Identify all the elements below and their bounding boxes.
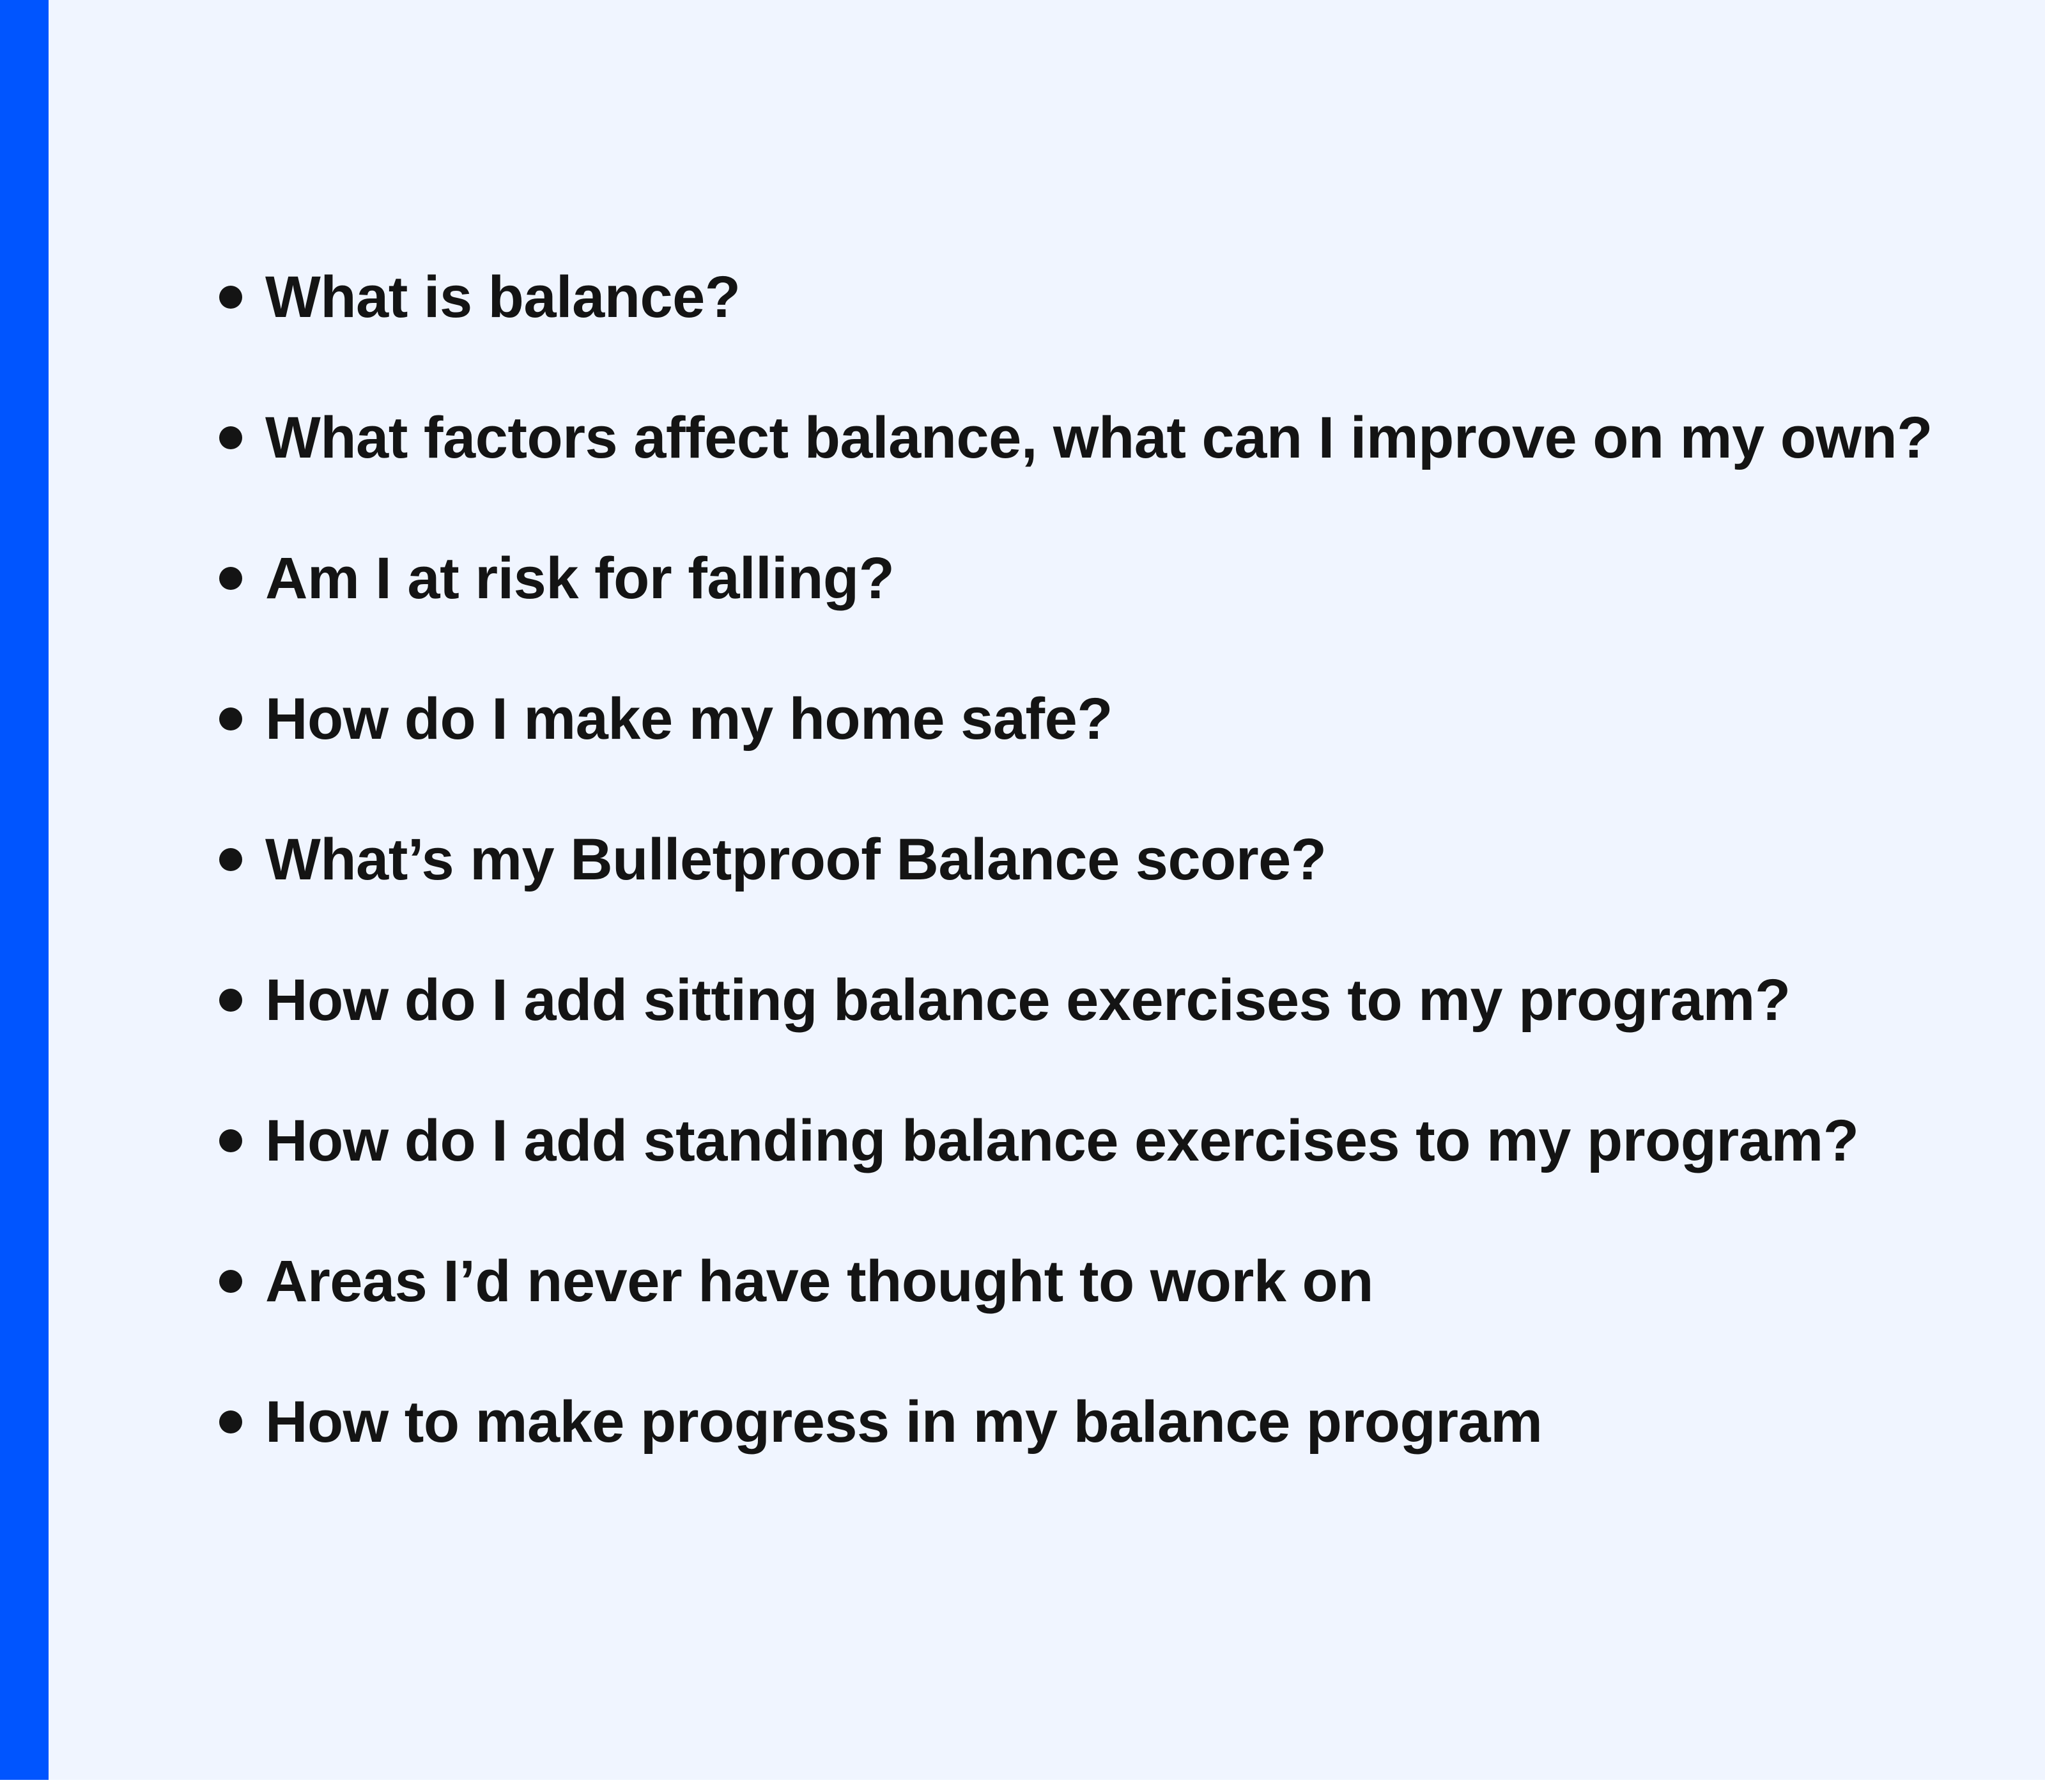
list-item (219, 1070, 1933, 1211)
list-item (219, 1211, 1933, 1352)
topic-text: Areas I’d never have thought to work on (265, 1248, 1373, 1314)
bullet-icon (219, 567, 242, 590)
list-item (219, 930, 1933, 1070)
bullet-icon (219, 286, 242, 309)
bullet-icon (219, 707, 242, 730)
topic-text: How do I make my home safe? (265, 686, 1113, 752)
list-item (219, 649, 1933, 789)
accent-bar (0, 0, 49, 1780)
list-item (219, 1352, 1933, 1492)
topic-text: What’s my Bulletproof Balance score? (265, 826, 1327, 892)
bullet-icon (219, 848, 242, 871)
topic-list (219, 227, 1933, 1492)
bullet-icon (219, 1129, 242, 1152)
topic-text: How do I add sitting balance exercises to my program? (265, 967, 1791, 1033)
topic-text: Am I at risk for falling? (265, 545, 895, 611)
list-item (219, 227, 1933, 367)
bullet-icon (219, 1410, 242, 1433)
list-item (219, 508, 1933, 649)
topic-text: What factors affect balance, what can I improve on my own? (265, 405, 1933, 470)
bullet-icon (219, 1270, 242, 1293)
list-item (219, 789, 1933, 930)
list-item (219, 367, 1933, 508)
topic-text: How do I add standing balance exercises to my program? (265, 1108, 1859, 1173)
bullet-icon (219, 989, 242, 1012)
topic-text: How to make progress in my balance program (265, 1389, 1543, 1455)
topic-text: What is balance? (265, 264, 741, 330)
bullet-icon (219, 426, 242, 449)
